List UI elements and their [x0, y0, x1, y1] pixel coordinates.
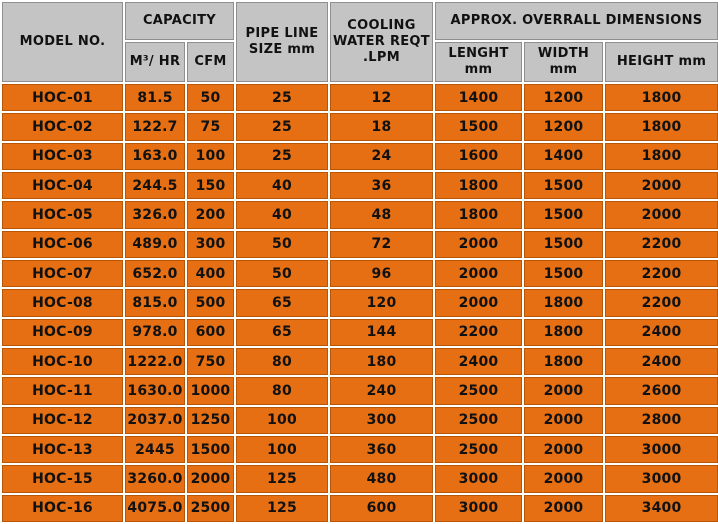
cell-cooling-water: 24: [330, 143, 433, 170]
cell-capacity-cfm: 75: [187, 113, 234, 140]
table-row: [2, 113, 718, 140]
cell-length: 1400: [435, 84, 522, 111]
cell-model: HOC-07: [2, 260, 123, 287]
cell-capacity-m3-hr: 1222.0: [125, 348, 185, 375]
cell-cooling-water: 360: [330, 436, 433, 463]
cell-width: 1800: [524, 289, 603, 316]
cell-height: 2000: [605, 201, 718, 228]
cell-width: 1800: [524, 348, 603, 375]
cell-capacity-cfm: 1500: [187, 436, 234, 463]
table-row: [2, 495, 718, 522]
table-row: [2, 143, 718, 170]
cell-capacity-cfm: 300: [187, 231, 234, 258]
cell-capacity-cfm: 200: [187, 201, 234, 228]
cell-height: 1800: [605, 113, 718, 140]
cell-capacity-m3-hr: 978.0: [125, 319, 185, 346]
header-overall-dimensions: APPROX. OVERRALL DIMENSIONS: [435, 2, 718, 40]
header-width: WIDTH mm: [524, 42, 603, 82]
cell-pipe-line-size: 50: [236, 231, 328, 258]
cell-length: 3000: [435, 495, 522, 522]
header-model-no: MODEL NO.: [2, 2, 123, 82]
table-row: [2, 289, 718, 316]
cell-model: HOC-08: [2, 289, 123, 316]
cell-width: 1800: [524, 319, 603, 346]
cell-width: 2000: [524, 436, 603, 463]
cell-pipe-line-size: 25: [236, 84, 328, 111]
cell-model: HOC-06: [2, 231, 123, 258]
cell-model: HOC-12: [2, 407, 123, 434]
cell-length: 1800: [435, 172, 522, 199]
cell-pipe-line-size: 100: [236, 436, 328, 463]
cell-cooling-water: 480: [330, 465, 433, 492]
header-capacity: CAPACITY: [125, 2, 234, 40]
cell-capacity-m3-hr: 489.0: [125, 231, 185, 258]
cell-cooling-water: 96: [330, 260, 433, 287]
cell-length: 1600: [435, 143, 522, 170]
cell-length: 2200: [435, 319, 522, 346]
header-capacity-m3-hr: M³/ HR: [125, 42, 185, 82]
cell-pipe-line-size: 125: [236, 495, 328, 522]
cell-capacity-m3-hr: 122.7: [125, 113, 185, 140]
cell-length: 2000: [435, 289, 522, 316]
cell-cooling-water: 18: [330, 113, 433, 140]
cell-model: HOC-03: [2, 143, 123, 170]
cell-capacity-m3-hr: 326.0: [125, 201, 185, 228]
cell-model: HOC-15: [2, 465, 123, 492]
cell-width: 1500: [524, 260, 603, 287]
cell-height: 2200: [605, 260, 718, 287]
cell-width: 2000: [524, 407, 603, 434]
cell-capacity-m3-hr: 81.5: [125, 84, 185, 111]
cell-height: 3000: [605, 465, 718, 492]
cell-capacity-m3-hr: 652.0: [125, 260, 185, 287]
table-row: [2, 348, 718, 375]
cell-pipe-line-size: 80: [236, 377, 328, 404]
cell-pipe-line-size: 25: [236, 113, 328, 140]
cell-cooling-water: 48: [330, 201, 433, 228]
cell-length: 1800: [435, 201, 522, 228]
cell-capacity-cfm: 1000: [187, 377, 234, 404]
cell-length: 2000: [435, 231, 522, 258]
table-body: [2, 84, 718, 522]
cell-width: 2000: [524, 377, 603, 404]
cell-height: 2800: [605, 407, 718, 434]
cell-width: 2000: [524, 465, 603, 492]
table-row: [2, 172, 718, 199]
cell-cooling-water: 72: [330, 231, 433, 258]
cell-cooling-water: 300: [330, 407, 433, 434]
cell-model: HOC-10: [2, 348, 123, 375]
cell-width: 1400: [524, 143, 603, 170]
cell-pipe-line-size: 50: [236, 260, 328, 287]
table-row: [2, 377, 718, 404]
cell-height: 2000: [605, 172, 718, 199]
cell-height: 3400: [605, 495, 718, 522]
cell-height: 2200: [605, 289, 718, 316]
cell-capacity-cfm: 600: [187, 319, 234, 346]
cell-pipe-line-size: 125: [236, 465, 328, 492]
table-row: [2, 465, 718, 492]
header-capacity-cfm: CFM: [187, 42, 234, 82]
cell-height: 2400: [605, 319, 718, 346]
cell-capacity-m3-hr: 815.0: [125, 289, 185, 316]
table-row: [2, 436, 718, 463]
cell-capacity-cfm: 400: [187, 260, 234, 287]
cell-pipe-line-size: 40: [236, 201, 328, 228]
cell-model: HOC-09: [2, 319, 123, 346]
table-header: [2, 2, 718, 82]
table-row: [2, 201, 718, 228]
cell-length: 1500: [435, 113, 522, 140]
cell-capacity-m3-hr: 1630.0: [125, 377, 185, 404]
table-row: [2, 84, 718, 111]
cell-height: 1800: [605, 143, 718, 170]
cell-capacity-m3-hr: 163.0: [125, 143, 185, 170]
header-pipe-line-size: PIPE LINE SIZE mm: [236, 2, 328, 82]
cell-width: 1200: [524, 113, 603, 140]
cell-capacity-cfm: 100: [187, 143, 234, 170]
cell-model: HOC-13: [2, 436, 123, 463]
cell-pipe-line-size: 65: [236, 319, 328, 346]
cell-pipe-line-size: 25: [236, 143, 328, 170]
cell-pipe-line-size: 65: [236, 289, 328, 316]
cell-width: 1500: [524, 172, 603, 199]
cell-width: 1200: [524, 84, 603, 111]
table-row: [2, 231, 718, 258]
cell-capacity-cfm: 1250: [187, 407, 234, 434]
cell-cooling-water: 600: [330, 495, 433, 522]
cell-height: 3000: [605, 436, 718, 463]
cell-pipe-line-size: 80: [236, 348, 328, 375]
cell-capacity-m3-hr: 244.5: [125, 172, 185, 199]
table-row: [2, 407, 718, 434]
header-cooling-water: COOLING WATER REQT .LPM: [330, 2, 433, 82]
table-row: [2, 260, 718, 287]
cell-cooling-water: 120: [330, 289, 433, 316]
header-height: HEIGHT mm: [605, 42, 718, 82]
cell-capacity-cfm: 2500: [187, 495, 234, 522]
cell-width: 1500: [524, 201, 603, 228]
cell-height: 2200: [605, 231, 718, 258]
cell-capacity-m3-hr: 2445: [125, 436, 185, 463]
cell-capacity-cfm: 50: [187, 84, 234, 111]
cell-height: 2400: [605, 348, 718, 375]
cell-model: HOC-05: [2, 201, 123, 228]
cell-length: 2500: [435, 377, 522, 404]
cell-length: 2500: [435, 407, 522, 434]
cell-model: HOC-01: [2, 84, 123, 111]
cell-model: HOC-16: [2, 495, 123, 522]
cell-capacity-cfm: 750: [187, 348, 234, 375]
cell-length: 2500: [435, 436, 522, 463]
cell-height: 2600: [605, 377, 718, 404]
cell-capacity-m3-hr: 4075.0: [125, 495, 185, 522]
cell-model: HOC-11: [2, 377, 123, 404]
cell-length: 3000: [435, 465, 522, 492]
cell-cooling-water: 240: [330, 377, 433, 404]
cell-capacity-cfm: 150: [187, 172, 234, 199]
table-row: [2, 319, 718, 346]
cell-cooling-water: 180: [330, 348, 433, 375]
cell-cooling-water: 36: [330, 172, 433, 199]
cell-capacity-cfm: 2000: [187, 465, 234, 492]
cell-pipe-line-size: 100: [236, 407, 328, 434]
cell-pipe-line-size: 40: [236, 172, 328, 199]
cell-capacity-m3-hr: 2037.0: [125, 407, 185, 434]
cell-height: 1800: [605, 84, 718, 111]
cell-cooling-water: 12: [330, 84, 433, 111]
cell-cooling-water: 144: [330, 319, 433, 346]
cell-model: HOC-02: [2, 113, 123, 140]
cell-width: 2000: [524, 495, 603, 522]
cell-capacity-cfm: 500: [187, 289, 234, 316]
header-length: LENGHT mm: [435, 42, 522, 82]
cell-length: 2400: [435, 348, 522, 375]
cell-width: 1500: [524, 231, 603, 258]
cell-model: HOC-04: [2, 172, 123, 199]
cell-capacity-m3-hr: 3260.0: [125, 465, 185, 492]
cell-length: 2000: [435, 260, 522, 287]
